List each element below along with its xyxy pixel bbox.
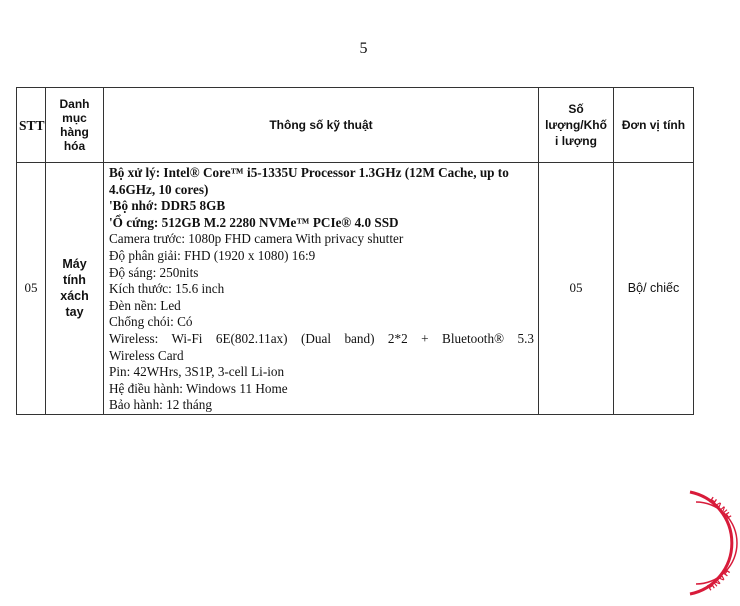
header-category-line: hàng [60, 125, 89, 139]
header-spec: Thông số kỹ thuật [104, 88, 539, 163]
table-header-row [17, 88, 694, 163]
spec-line: Hệ điều hành: Windows 11 Home [109, 380, 288, 396]
cell-quantity: 05 [539, 163, 614, 415]
seal-text-top: HANH [707, 494, 734, 522]
cell-item-name [46, 163, 104, 415]
item-name-line: xách [60, 289, 89, 304]
header-unit: Đơn vị tính [614, 88, 694, 163]
spec-line: Đèn nền: Led [109, 297, 181, 313]
cell-unit: Bộ/ chiếc [614, 163, 694, 415]
spec-line: Pin: 42WHrs, 3S1P, 3-cell Li-ion [109, 364, 285, 380]
spec-line: Kích thước: 15.6 inch [109, 281, 225, 297]
header-category-line: mục [62, 111, 87, 125]
header-category [46, 88, 104, 163]
spec-line: Độ phân giải: FHD (1920 x 1080) 16:9 [109, 247, 316, 263]
spec-line: 4.6GHz, 10 cores) [109, 181, 209, 197]
item-name-line: Máy [62, 257, 87, 272]
cell-stt: 05 [17, 163, 46, 415]
header-category-line: Danh [59, 97, 90, 111]
spec-line: Độ sáng: 250nits [109, 264, 199, 280]
header-quantity-line: Số [568, 102, 584, 116]
item-name-line: tính [63, 273, 86, 288]
spec-line: 'Ổ cứng: 512GB M.2 2280 NVMe™ PCIe® 4.0 SSD [109, 214, 399, 230]
item-name-line: tay [65, 305, 84, 320]
spec-line: 'Bộ nhớ: DDR5 8GB [109, 198, 226, 214]
table-row [17, 163, 694, 415]
spec-line: Bộ xử lý: Intel® Core™ i5-1335U Processor 1.3GHz (12M Cache, up to [109, 165, 509, 180]
specification-table [16, 87, 694, 415]
spec-line: Wireless: Wi-Fi 6E(802.11ax) (Dual band) 2*2 + Bluetooth® 5.3 [109, 330, 534, 346]
page-number: 5 [359, 40, 368, 57]
cell-specifications [104, 163, 539, 415]
header-quantity-line: i lượng [555, 134, 597, 148]
header-quantity-line: lượng/Khố [545, 118, 607, 132]
header-category-line: hóa [63, 139, 86, 153]
spec-line: Camera trước: 1080p FHD camera With privacy shutter [109, 231, 404, 247]
seal-text-bottom: HANH [705, 566, 732, 593]
header-quantity [539, 88, 614, 163]
header-stt: STT [17, 88, 46, 163]
spec-line: Wireless Card [109, 347, 184, 363]
spec-line: Bảo hành: 12 tháng [109, 397, 212, 413]
spec-line: Chống chói: Có [109, 314, 193, 330]
red-seal-stamp [680, 488, 740, 598]
